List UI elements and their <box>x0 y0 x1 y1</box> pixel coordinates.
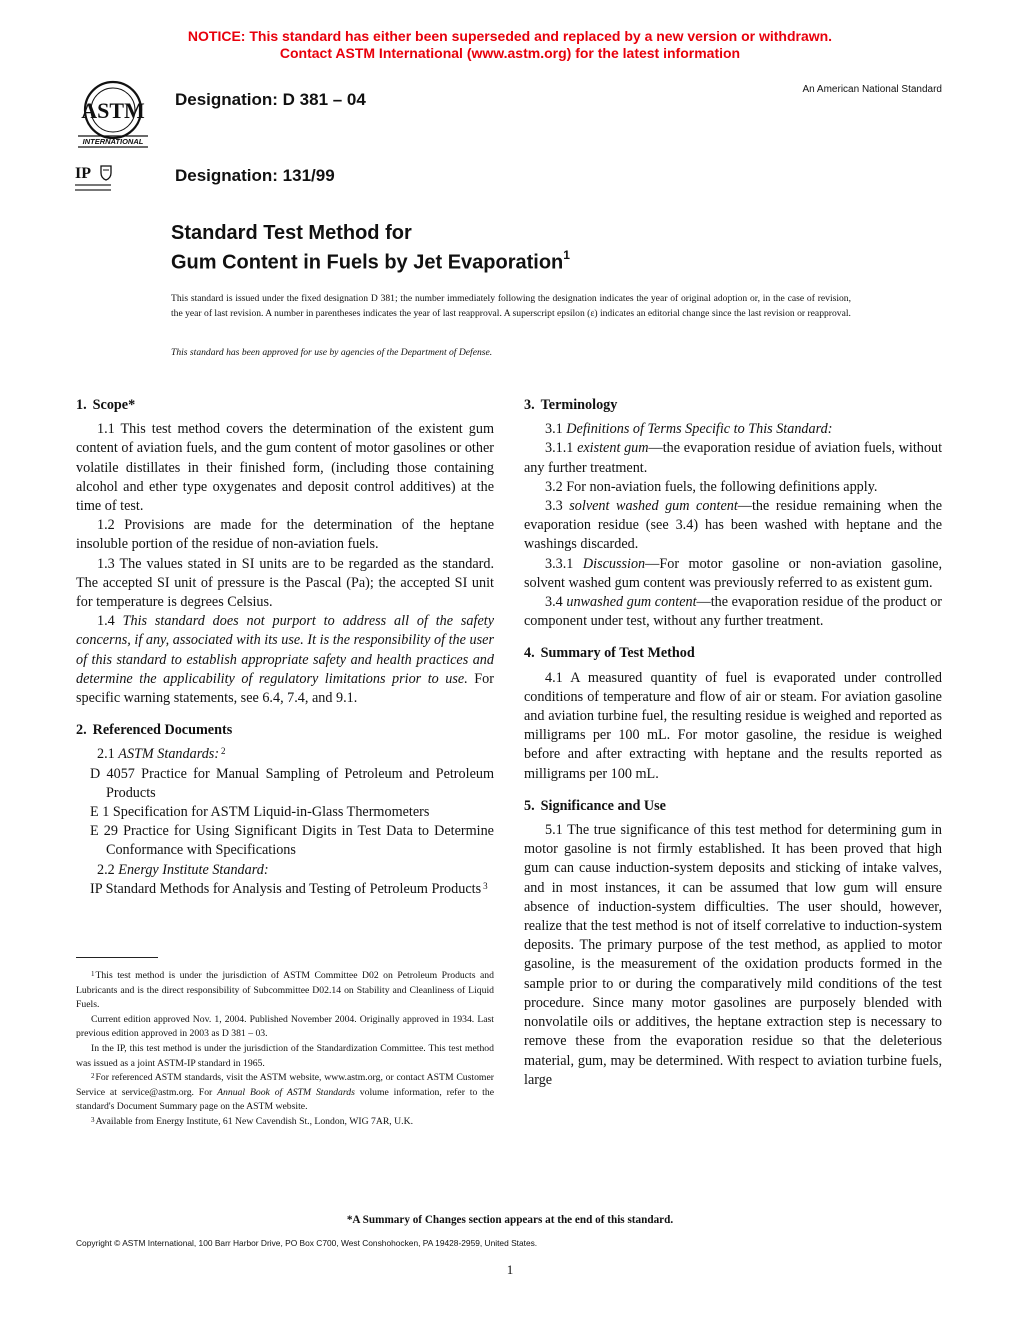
footnote-1-edition: Current edition approved Nov. 1, 2004. Published November 2004. Originally approved in 1934. Last previous edition approved in 2003 as D 381 – 03. <box>76 1013 494 1040</box>
paragraph-3-4: 3.4 unwashed gum content—the evaporation residue of the product or component under test, without any further treatment. <box>524 594 943 630</box>
paragraph-3-3-1: 3.3.1 Discussion—For motor gasoline or non-aviation gasoline, solvent washed gum content was previously referred to as existent gum. <box>524 555 943 591</box>
notice-line-2: Contact ASTM International (www.astm.org) for the latest information <box>279 45 741 61</box>
paragraph-3-1-1: 3.1.1 existent gum—the evaporation residue of aviation fuels, without any further treatment. <box>524 440 943 476</box>
paragraph-1-2: 1.2 Provisions are made for the determination of the heptane insoluble portion of the residue of non-aviation fuels. <box>76 517 494 553</box>
paragraph-3-1: 3.1 Definitions of Terms Specific to This Standard: <box>545 421 833 438</box>
reference-ip-methods: IP Standard Methods for Analysis and Testing of Petroleum Products $^3$ <box>90 880 488 897</box>
footnote-1-ip: In the IP, this test method is under the jurisdiction of the Standardization Committee. This test method was issued as a joint ASTM-IP standard in 1965. <box>76 1042 494 1069</box>
ip-designation: Designation: 131/99 <box>175 166 335 185</box>
reference-e29: E 29 Practice for Using Significant Digits in Test Data to Determine Conformance with Specifications <box>90 823 494 859</box>
issuance-statement: This standard is issued under the fixed designation D 381; the number immediately following the designation indicates the year of original adoption or, in the case of revision, the year of last revision. A number in parentheses indicates the year of last reapproval. A superscript epsilon (ε) indicates an editorial change since the last revision or reapproval. <box>171 293 851 319</box>
section-heading-referenced-documents: 2. Referenced Documents <box>76 722 233 739</box>
notice-line-1: NOTICE: This standard has either been superseded and replaced by a new version or withdrawn. <box>187 28 833 44</box>
paragraph-3-3: 3.3 solvent washed gum content—the residue remaining when the evaporation residue (see 3.4) has been washed with heptane and the washings discarded. <box>524 498 942 553</box>
title-footnote-mark: 1 <box>563 248 570 262</box>
paragraph-2-2: 2.2 Energy Institute Standard: <box>97 861 269 878</box>
footnote-1: $^1$This test method is under the jurisdiction of ASTM Committee D02 on Petroleum Products and Lubricants and is the direct responsibility of Subcommittee D02.14 on Stability and Cleanliness of Liquid Fuels. <box>76 970 494 1011</box>
paragraph-3-2: 3.2 For non-aviation fuels, the following definitions apply. <box>545 478 878 495</box>
footnote-3: $^3$Available from Energy Institute, 61 New Cavendish St., London, WIG 7AR, U.K. <box>91 1115 413 1127</box>
section-heading-terminology: 3. Terminology <box>524 397 618 413</box>
astm-logo-international: INTERNATIONAL <box>82 137 144 146</box>
copyright-line: Copyright © ASTM International, 100 Barr Harbor Drive, PO Box C700, West Conshohocken, PA 19428-2959, United States. <box>76 1238 538 1248</box>
astm-logo-letters: ASTM <box>81 98 145 123</box>
paragraph-4-1: 4.1 A measured quantity of fuel is evaporated under controlled conditions of temperature and flow of air or steam. For aviation gasoline and aviation turbine fuel, the resulting residue is weighed and reported as milligrams per 100 mL. For motor gasoline, the residue is weighed before and after extracting with heptane and the results reported as milligrams per 100 mL. <box>524 669 942 782</box>
footnotes <box>76 969 494 1130</box>
american-national-standard: An American National Standard <box>802 84 942 95</box>
title-line-1: Standard Test Method for <box>171 222 412 244</box>
reference-e1: E 1 Specification for ASTM Liquid-in-Glass Thermometers <box>90 804 430 821</box>
document-title <box>171 221 570 275</box>
section-heading-scope: 1. Scope* <box>76 397 136 413</box>
dod-approval-statement: This standard has been approved for use by agencies of the Department of Defense. <box>171 347 493 358</box>
section-heading-significance: 5. Significance and Use <box>524 797 666 814</box>
astm-designation: Designation: D 381 – 04 <box>175 90 366 109</box>
ip-logo <box>75 162 117 196</box>
paragraph-1-4: 1.4 This standard does not purport to address all of the safety concerns, if any, associated with its use. It is the responsibility of the user of this standard to establish appropriate safety and health practices and determine the applicability of regulatory limitations prior to use. For specific warning statements, see 6.4, 7.4, and 9.1. <box>76 613 495 707</box>
footnote-rule <box>76 957 158 958</box>
left-column <box>76 396 494 899</box>
ip-logo-letters: IP <box>75 165 91 182</box>
astm-logo <box>64 80 162 152</box>
footnote-2: $^2$For referenced ASTM standards, visit the ASTM website, www.astm.org, or contact ASTM Customer Service at service@astm.org. For Annual Book of ASTM Standards volume information, refer to the standard's Document Summary page on the ASTM website. <box>76 1072 494 1113</box>
paragraph-2-1: 2.1 ASTM Standards: $^2$ <box>97 746 226 763</box>
section-heading-summary: 4. Summary of Test Method <box>524 645 695 662</box>
withdrawn-notice <box>0 28 1020 62</box>
right-column <box>524 396 942 1090</box>
paragraph-5-1: 5.1 The true significance of this test method for determining gum in motor gasoline is not firmly established. It has been proved that high gum can cause induction-system deposits and sticking of intake valves, and in most instances, it can be assumed that low gum will ensure absence of induction-system difficulties. The user should, however, realize that the test method is not of itself correlative to induction-system deposits. The primary purpose of the test method, as applied to motor gasoline, is the measurement of the oxidation products formed in the sample prior to or during the comparatively mild conditions of the test procedure. Since many motor gasolines are purposely blended with nonvolatile oils or additives, the heptane extraction step is necessary to remove these from the evaporation residue so that the deleterious material, gum, may be determined. With respect to aviation turbine fuels, large <box>524 822 942 1088</box>
paragraph-1-3: 1.3 The values stated in SI units are to be regarded as the standard. The accepted SI unit of pressure is the Pascal (Pa); the accepted SI unit for temperature is degrees Celsius. <box>76 555 494 611</box>
page-number: 1 <box>506 1262 514 1277</box>
paragraph-1-1: 1.1 This test method covers the determination of the existent gum content of aviation fuels, and the gum content of motor gasolines or other volatile distillates in their finished form, (including those containing alcohol and ether type oxygenates and deposit control additives) at the time of test. <box>76 421 494 515</box>
summary-of-changes-note: *A Summary of Changes section appears at the end of this standard. <box>346 1214 674 1226</box>
title-line-2: Gum Content in Fuels by Jet Evaporation$^1$ <box>171 248 570 274</box>
reference-d4057: D 4057 Practice for Manual Sampling of Petroleum and Petroleum Products <box>90 765 494 801</box>
